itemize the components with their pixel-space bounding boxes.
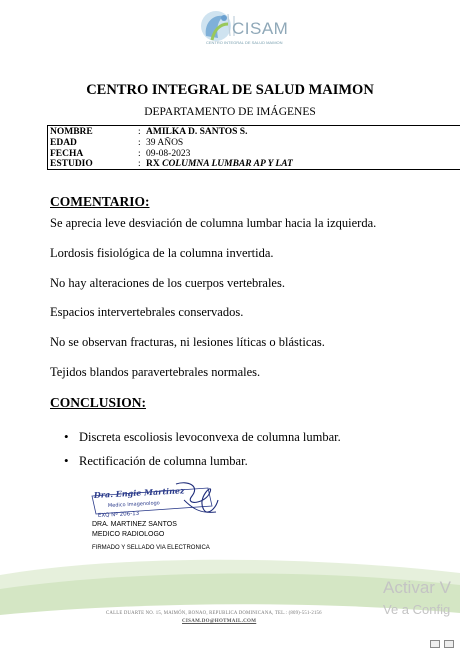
department-title: DEPARTAMENTO DE IMÁGENES — [144, 106, 316, 118]
window-icon[interactable] — [444, 640, 454, 648]
study-prefix: RX — [146, 159, 160, 169]
patient-age: 39 AÑOS — [146, 138, 184, 148]
document-title: CENTRO INTEGRAL DE SALUD MAIMON — [86, 82, 374, 98]
comment-line: No se observan fracturas, ni lesiones líticas o blásticas. — [50, 335, 325, 349]
study-label: ESTUDIO — [50, 159, 93, 169]
stamp-role: Medico Imagenologo — [107, 500, 160, 509]
window-icon[interactable] — [430, 640, 440, 648]
comment-line: No hay alteraciones de los cuerpos vertebrales. — [50, 276, 285, 290]
study-separator: : — [138, 159, 141, 169]
name-separator: : — [138, 127, 141, 137]
stamp-exq: EXQ Nº 206-13 — [97, 510, 140, 519]
date-separator: : — [138, 149, 141, 159]
study-date: 09-08-2023 — [146, 149, 191, 159]
conclusion-heading: CONCLUSION: — [50, 395, 147, 410]
conclusion-item: • Rectificación de columna lumbar. — [64, 454, 341, 478]
logo-text: CISAM — [232, 19, 289, 38]
signature-block — [92, 520, 210, 553]
comment-line: Lordosis fisiológica de la columna invertida. — [50, 246, 274, 260]
logo-subtitle: CENTRO INTEGRAL DE SALUD MAIMON — [206, 40, 283, 45]
signature-note: FIRMADO Y SELLADO VIA ELECTRONICA — [92, 545, 210, 551]
comment-heading: COMENTARIO: — [50, 194, 150, 209]
signer-title: MEDICO RADIOLOGO — [92, 531, 165, 538]
date-label: FECHA — [50, 149, 84, 159]
comment-line: Tejidos blandos paravertebrales normales. — [50, 365, 261, 379]
activation-watermark: Activar V — [383, 578, 452, 597]
study-name: COLUMNA LUMBAR AP Y LAT — [162, 159, 293, 169]
activation-watermark-sub: Ve a Config — [383, 602, 451, 617]
age-label: EDAD — [50, 138, 77, 148]
comment-line: Espacios intervertebrales conservados. — [50, 305, 244, 319]
conclusion-list — [64, 430, 341, 478]
signer-name: DRA. MARTINEZ SANTOS — [92, 521, 177, 528]
age-separator: : — [138, 138, 141, 148]
stamp-name: Dra. Engie Martinez — [93, 485, 185, 500]
footer-address: CALLE DUARTE NO. 15, MAIMÓN, BONAO, REPUBLICA DOMINICANA, TEL.: (809)-551-2156 — [106, 611, 322, 616]
signature-stamp — [88, 478, 228, 526]
comment-line: Se aprecia leve desviación de columna lumbar hacia la izquierda. — [50, 216, 377, 230]
study-value — [146, 159, 293, 169]
patient-name: AMILKA D. SANTOS S. — [146, 127, 248, 137]
conclusion-item: • Discreta escoliosis levoconvexa de columna lumbar. — [64, 430, 341, 454]
footer-email[interactable]: CISAM.DO@HOTMAIL.COM — [182, 619, 257, 624]
patient-info-box — [47, 125, 460, 170]
name-label: NOMBRE — [50, 127, 93, 137]
